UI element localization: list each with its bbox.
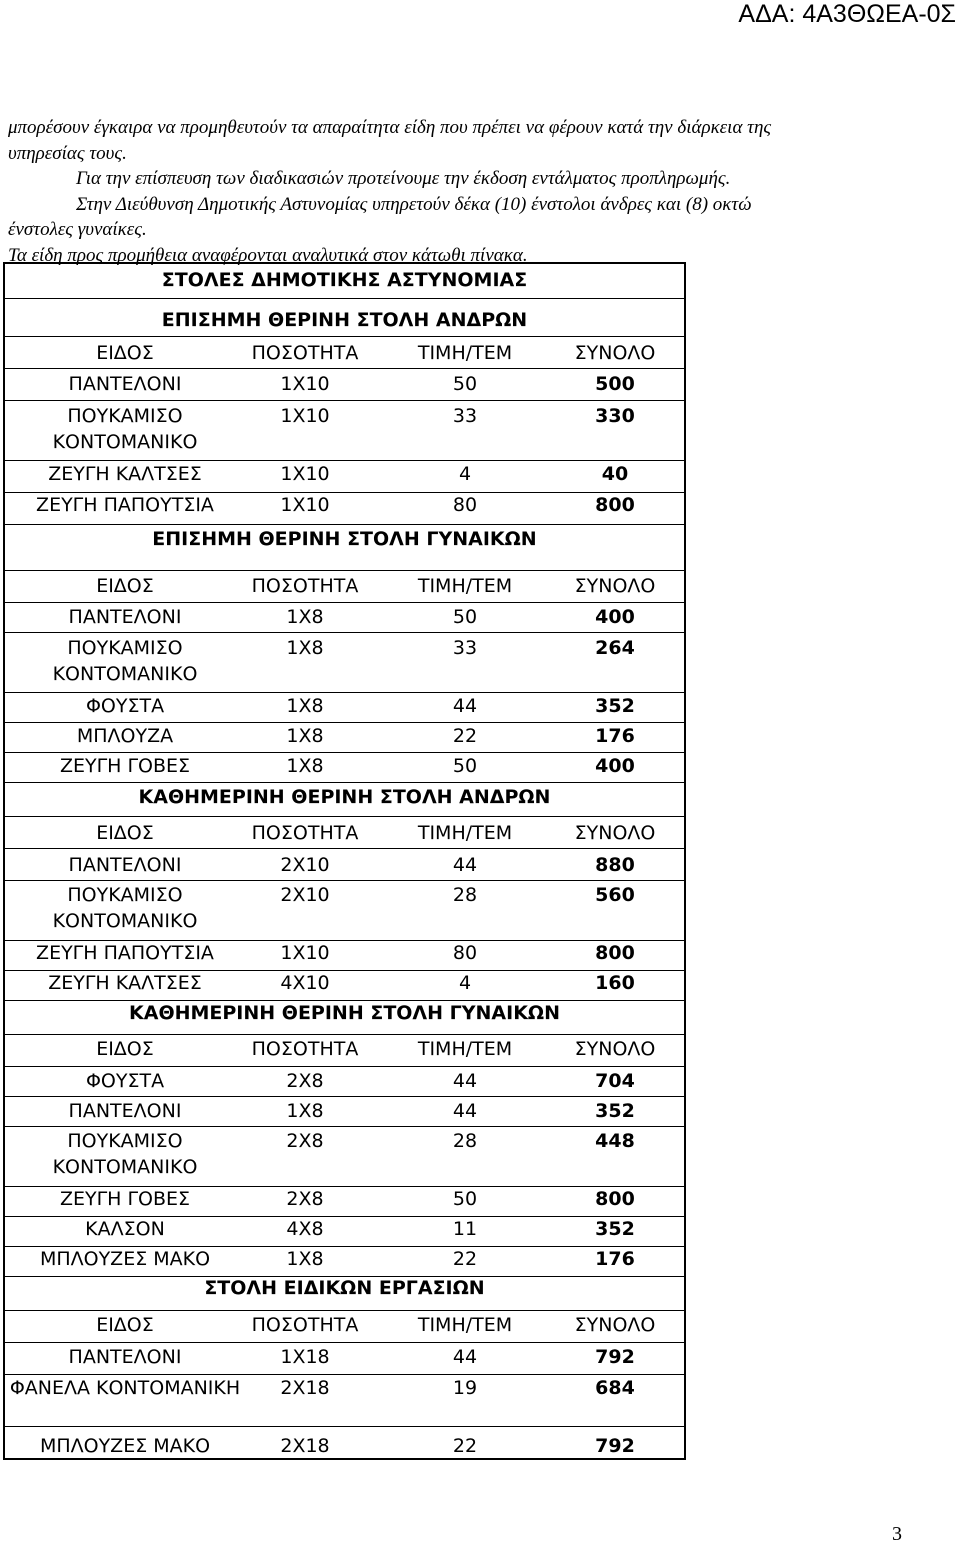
row-divider xyxy=(5,400,684,401)
row-divider xyxy=(5,692,684,693)
column-header: ΤΙΜΗ/ΤΕΜ xyxy=(417,1038,513,1060)
row-divider xyxy=(5,816,684,817)
row-divider xyxy=(5,1374,684,1375)
row-divider xyxy=(5,336,684,337)
intro-line: ένστολες γυναίκες. xyxy=(8,219,147,240)
intro-line: Στην Διεύθυνση Δημοτικής Αστυνομίας υπηρετούν δέκα (10) ένστολοι άνδρες και (8) οκτώ xyxy=(76,193,752,215)
item-name: ΠΑΝΤΕΛΟΝΙ xyxy=(68,373,182,395)
item-name: ΜΠΛΟΥΖΕΣ ΜΑΚΟ xyxy=(39,1248,211,1270)
total: 792 xyxy=(595,1435,635,1457)
row-divider xyxy=(5,1426,684,1427)
unit-price: 50 xyxy=(452,373,478,395)
section-title: ΕΠΙΣΗΜΗ ΘΕΡΙΝΗ ΣΤΟΛΗ ΑΝΔΡΩΝ xyxy=(161,309,528,331)
column-header: ΤΙΜΗ/ΤΕΜ xyxy=(417,342,513,364)
unit-price: 50 xyxy=(452,606,478,628)
total: 400 xyxy=(595,606,635,628)
intro-text xyxy=(8,115,948,268)
row-divider xyxy=(5,880,684,881)
item-name: ΖΕΥΓΗ ΠΑΠΟΥΤΣΙΑ xyxy=(36,942,214,964)
quantity: 2Χ18 xyxy=(280,1435,330,1457)
quantity: 4Χ10 xyxy=(280,972,330,994)
row-divider xyxy=(5,848,684,849)
item-name: ΖΕΥΓΗ ΚΑΛΤΣΕΣ xyxy=(48,972,202,994)
row-divider xyxy=(5,570,684,571)
row-divider xyxy=(5,602,684,603)
column-header: ΕΙΔΟΣ xyxy=(96,822,154,844)
quantity: 1Χ8 xyxy=(286,637,324,659)
column-header: ΣΥΝΟΛΟ xyxy=(574,822,656,844)
row-divider xyxy=(5,1126,684,1127)
item-name: ΠΑΝΤΕΛΟΝΙ xyxy=(68,1346,182,1368)
item-name: ΦΑΝΕΛΑ ΚΟΝΤΟΜΑΝΙΚΗ xyxy=(9,1377,241,1399)
row-divider xyxy=(5,1066,684,1067)
total: 264 xyxy=(595,637,635,659)
item-name: ΠΑΝΤΕΛΟΝΙ xyxy=(68,854,182,876)
row-divider xyxy=(5,1034,684,1035)
quantity: 1Χ10 xyxy=(280,942,330,964)
item-name: ΜΠΛΟΥΖΕΣ ΜΑΚΟ xyxy=(39,1435,211,1457)
total: 400 xyxy=(595,755,635,777)
column-header: ΤΙΜΗ/ΤΕΜ xyxy=(417,575,513,597)
column-header: ΣΥΝΟΛΟ xyxy=(574,1314,656,1336)
column-header: ΕΙΔΟΣ xyxy=(96,1038,154,1060)
row-divider xyxy=(5,1310,684,1311)
row-divider xyxy=(5,524,684,525)
quantity: 1Χ10 xyxy=(280,463,330,485)
item-name: ΠΑΝΤΕΛΟΝΙ xyxy=(68,606,182,628)
row-divider xyxy=(5,368,684,369)
total: 176 xyxy=(595,725,635,747)
total: 792 xyxy=(595,1346,635,1368)
unit-price: 28 xyxy=(452,884,478,906)
item-name: ΖΕΥΓΗ ΠΑΠΟΥΤΣΙΑ xyxy=(36,494,214,516)
total: 880 xyxy=(595,854,635,876)
item-name: ΚΑΛΣΟΝ xyxy=(85,1218,165,1240)
total: 704 xyxy=(595,1070,635,1092)
row-divider xyxy=(5,782,684,783)
unit-price: 50 xyxy=(452,755,478,777)
total: 160 xyxy=(595,972,635,994)
unit-price: 44 xyxy=(452,1070,478,1092)
item-name: ΦΟΥΣΤΑ xyxy=(85,695,165,717)
intro-line: Για την επίσπευση των διαδικασιών προτείνουμε την έκδοση εντάλματος προπληρωμής. xyxy=(76,168,731,189)
uniforms-table xyxy=(3,262,686,1460)
item-name-continued: ΚΟΝΤΟΜΑΝΙΚΟ xyxy=(52,1156,198,1178)
item-name: ΠΑΝΤΕΛΟΝΙ xyxy=(68,1100,182,1122)
item-name: ΖΕΥΓΗ ΓΟΒΕΣ xyxy=(59,755,191,777)
quantity: 2Χ8 xyxy=(286,1188,324,1210)
row-divider xyxy=(5,1096,684,1097)
item-name: ΖΕΥΓΗ ΓΟΒΕΣ xyxy=(59,1188,191,1210)
unit-price: 50 xyxy=(452,1188,478,1210)
unit-price: 4 xyxy=(458,972,472,994)
item-name: ΠΟΥΚΑΜΙΣΟ xyxy=(67,637,183,659)
total: 40 xyxy=(601,463,629,485)
column-header: ΣΥΝΟΛΟ xyxy=(574,342,656,364)
quantity: 2Χ10 xyxy=(280,884,330,906)
intro-line: υπηρεσίας τους. xyxy=(8,142,127,164)
row-divider xyxy=(5,1342,684,1343)
total: 684 xyxy=(595,1377,635,1399)
quantity: 2Χ10 xyxy=(280,854,330,876)
total: 176 xyxy=(595,1248,635,1270)
quantity: 1Χ8 xyxy=(286,755,324,777)
total: 448 xyxy=(595,1130,635,1152)
column-header: ΠΟΣΟΤΗΤΑ xyxy=(251,822,359,844)
column-header: ΠΟΣΟΤΗΤΑ xyxy=(251,575,359,597)
unit-price: 33 xyxy=(452,637,478,659)
item-name: ΠΟΥΚΑΜΙΣΟ xyxy=(67,405,183,427)
item-name: ΠΟΥΚΑΜΙΣΟ xyxy=(67,884,183,906)
unit-price: 80 xyxy=(452,942,478,964)
row-divider xyxy=(5,722,684,723)
page-number: 3 xyxy=(892,1523,902,1545)
row-divider xyxy=(5,298,684,299)
unit-price: 44 xyxy=(452,854,478,876)
unit-price: 22 xyxy=(452,725,478,747)
ada-code: ΑΔΑ: 4Α3ΘΩΕΑ-0Σ xyxy=(738,0,956,28)
unit-price: 44 xyxy=(452,1346,478,1368)
total: 800 xyxy=(595,1188,635,1210)
quantity: 1Χ18 xyxy=(280,1346,330,1368)
item-name: ΜΠΛΟΥΖΑ xyxy=(76,725,174,747)
item-name: ΖΕΥΓΗ ΚΑΛΤΣΕΣ xyxy=(48,463,202,485)
quantity: 1Χ8 xyxy=(286,725,324,747)
total: 500 xyxy=(595,373,635,395)
total: 800 xyxy=(595,494,635,516)
column-header: ΤΙΜΗ/ΤΕΜ xyxy=(417,1314,513,1336)
column-header: ΕΙΔΟΣ xyxy=(96,575,154,597)
unit-price: 11 xyxy=(452,1218,478,1240)
unit-price: 4 xyxy=(458,463,472,485)
unit-price: 19 xyxy=(452,1377,478,1399)
row-divider xyxy=(5,632,684,633)
column-header: ΤΙΜΗ/ΤΕΜ xyxy=(417,822,513,844)
column-header: ΣΥΝΟΛΟ xyxy=(574,1038,656,1060)
intro-line: Τα είδη προς προμήθεια αναφέρονται αναλυτικά στον κάτωθι πίνακα. xyxy=(8,244,528,266)
item-name: ΦΟΥΣΤΑ xyxy=(85,1070,165,1092)
total: 330 xyxy=(595,405,635,427)
intro-line: μπορέσουν έγκαιρα να προμηθευτούν τα απαραίτητα είδη που πρέπει να φέρουν κατά την διάρκεια της xyxy=(8,117,772,138)
row-divider xyxy=(5,460,684,461)
item-name: ΠΟΥΚΑΜΙΣΟ xyxy=(67,1130,183,1152)
column-header: ΕΙΔΟΣ xyxy=(96,342,154,364)
section-title: ΚΑΘΗΜΕΡΙΝΗ ΘΕΡΙΝΗ ΣΤΟΛΗ ΓΥΝΑΙΚΩΝ xyxy=(129,1002,560,1024)
section-title: ΣΤΟΛΗ ΕΙΔΙΚΩΝ ΕΡΓΑΣΙΩΝ xyxy=(204,1277,485,1299)
unit-price: 44 xyxy=(452,1100,478,1122)
total: 352 xyxy=(595,1100,635,1122)
quantity: 1Χ10 xyxy=(280,373,330,395)
section-title: ΚΑΘΗΜΕΡΙΝΗ ΘΕΡΙΝΗ ΣΤΟΛΗ ΑΝΔΡΩΝ xyxy=(138,786,551,808)
total: 352 xyxy=(595,1218,635,1240)
quantity: 2Χ8 xyxy=(286,1130,324,1152)
unit-price: 33 xyxy=(452,405,478,427)
quantity: 2Χ8 xyxy=(286,1070,324,1092)
table-title: ΣΤΟΛΕΣ ΔΗΜΟΤΙΚΗΣ ΑΣΤΥΝΟΜΙΑΣ xyxy=(161,269,528,291)
quantity: 1Χ8 xyxy=(286,1248,324,1270)
quantity: 1Χ8 xyxy=(286,606,324,628)
item-name-continued: ΚΟΝΤΟΜΑΝΙΚΟ xyxy=(52,910,198,932)
column-header: ΠΟΣΟΤΗΤΑ xyxy=(251,342,359,364)
quantity: 1Χ10 xyxy=(280,405,330,427)
section-title: ΕΠΙΣΗΜΗ ΘΕΡΙΝΗ ΣΤΟΛΗ ΓΥΝΑΙΚΩΝ xyxy=(152,528,537,550)
unit-price: 28 xyxy=(452,1130,478,1152)
unit-price: 22 xyxy=(452,1248,478,1270)
item-name-continued: ΚΟΝΤΟΜΑΝΙΚΟ xyxy=(52,431,198,453)
total: 800 xyxy=(595,942,635,964)
row-divider xyxy=(5,752,684,753)
column-header: ΠΟΣΟΤΗΤΑ xyxy=(251,1038,359,1060)
quantity: 1Χ10 xyxy=(280,494,330,516)
quantity: 1Χ8 xyxy=(286,1100,324,1122)
column-header: ΣΥΝΟΛΟ xyxy=(574,575,656,597)
total: 352 xyxy=(595,695,635,717)
quantity: 1Χ8 xyxy=(286,695,324,717)
quantity: 4Χ8 xyxy=(286,1218,324,1240)
total: 560 xyxy=(595,884,635,906)
unit-price: 44 xyxy=(452,695,478,717)
unit-price: 80 xyxy=(452,494,478,516)
quantity: 2Χ18 xyxy=(280,1377,330,1399)
unit-price: 22 xyxy=(452,1435,478,1457)
column-header: ΠΟΣΟΤΗΤΑ xyxy=(251,1314,359,1336)
item-name-continued: ΚΟΝΤΟΜΑΝΙΚΟ xyxy=(52,663,198,685)
column-header: ΕΙΔΟΣ xyxy=(96,1314,154,1336)
